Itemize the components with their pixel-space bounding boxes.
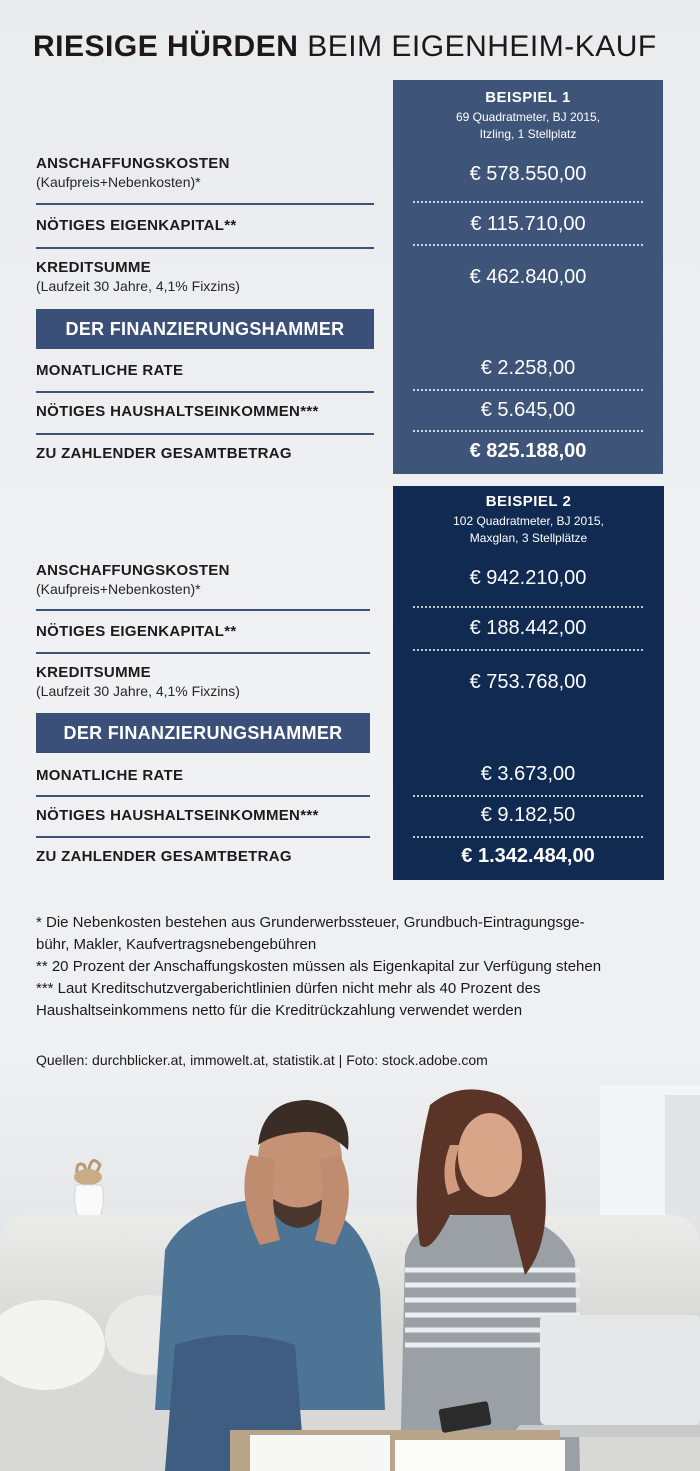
example-1-gesamt-value: € 825.188,00	[469, 440, 587, 462]
example-2-gesamt-value: € 1.342.484,00	[461, 845, 595, 867]
example-2-desc-line1: 102 Quadratmeter, BJ 2015,	[453, 514, 604, 528]
example-2-einkommen-value: € 9.182,50	[480, 804, 576, 826]
label-kredit-sub: (Laufzeit 30 Jahre, 4,1% Fixzins)	[36, 683, 240, 699]
label-anschaffung: ANSCHAFFUNGSKOSTEN	[36, 562, 230, 579]
footnote-1: * Die Nebenkosten bestehen aus Grunderwerbssteuer, Grundbuch-Eintragungsge-	[36, 914, 585, 931]
couple-photo	[0, 1085, 700, 1471]
dotted-divider	[413, 649, 643, 651]
label-rate: MONATLICHE RATE	[36, 362, 184, 379]
label-rate: MONATLICHE RATE	[36, 767, 184, 784]
label-kredit: KREDITSUMME	[36, 664, 151, 681]
dotted-divider	[413, 201, 643, 203]
title-light: BEIM EIGENHEIM-KAUF	[307, 30, 657, 63]
hammer-banner-2: DER FINANZIERUNGSHAMMER	[36, 713, 370, 753]
label-gesamt: ZU ZAHLENDER GESAMTBETRAG	[36, 848, 292, 865]
example-2-box	[393, 486, 664, 880]
example-1-eigenkapital-value: € 115.710,00	[470, 213, 586, 235]
example-1-box	[393, 80, 663, 474]
hammer-banner-1: DER FINANZIERUNGSHAMMER	[36, 309, 374, 349]
dotted-divider	[413, 836, 643, 838]
example-1-desc-line2: Itzling, 1 Stellplatz	[479, 127, 577, 141]
label-eigenkapital: NÖTIGES EIGENKAPITAL**	[36, 217, 237, 234]
row-anschaffung-2	[36, 562, 370, 611]
page-title	[33, 30, 657, 64]
label-gesamt: ZU ZAHLENDER GESAMTBETRAG	[36, 445, 292, 462]
label-anschaffung-sub: (Kaufpreis+Nebenkosten)*	[36, 581, 201, 597]
dotted-divider	[413, 430, 643, 432]
row-eigenkapital-2	[36, 623, 370, 654]
example-1-einkommen-value: € 5.645,00	[480, 399, 576, 421]
example-1-heading: BEISPIEL 1	[485, 89, 571, 106]
label-eigenkapital: NÖTIGES EIGENKAPITAL**	[36, 623, 237, 640]
label-einkommen: NÖTIGES HAUSHALTSEINKOMMEN***	[36, 807, 319, 824]
footnote-2: ** 20 Prozent der Anschaffungskosten müssen als Eigenkapital zur Verfügung stehen	[36, 958, 602, 975]
dotted-divider	[413, 389, 643, 391]
row-gesamt-1	[36, 445, 374, 467]
row-gesamt-2	[36, 848, 370, 870]
example-1-desc-line1: 69 Quadratmeter, BJ 2015,	[455, 110, 601, 124]
footnote-1-cont: bühr, Makler, Kaufvertragsnebengebühren	[36, 936, 317, 953]
dotted-divider	[413, 795, 643, 797]
example-2-rate-value: € 3.673,00	[480, 763, 576, 785]
row-anschaffung-1	[36, 155, 374, 205]
title-bold: RIESIGE HÜRDEN	[33, 30, 299, 63]
example-2-anschaffung-value: € 942.210,00	[469, 567, 587, 589]
photo-illustration	[0, 1085, 700, 1471]
footnote-3-cont: Haushaltseinkommens netto für die Kreditrückzahlung verwendet werden	[36, 1002, 523, 1019]
dotted-divider	[413, 606, 643, 608]
label-anschaffung-sub: (Kaufpreis+Nebenkosten)*	[36, 174, 201, 190]
label-kredit-sub: (Laufzeit 30 Jahre, 4,1% Fixzins)	[36, 278, 240, 294]
example-1-kredit-value: € 462.840,00	[469, 266, 587, 288]
row-rate-2	[36, 767, 370, 797]
row-kredit-1	[36, 259, 374, 303]
row-einkommen-2	[36, 807, 370, 838]
row-einkommen-1	[36, 403, 374, 435]
label-anschaffung: ANSCHAFFUNGSKOSTEN	[36, 155, 230, 172]
label-einkommen: NÖTIGES HAUSHALTSEINKOMMEN***	[36, 403, 319, 420]
label-kredit: KREDITSUMME	[36, 259, 151, 276]
row-eigenkapital-1	[36, 217, 374, 249]
example-2-heading: BEISPIEL 2	[485, 493, 572, 510]
example-1-rate-value: € 2.258,00	[480, 357, 576, 379]
footnote-3: *** Laut Kreditschutzvergaberichtlinien dürfen nicht mehr als 40 Prozent des	[36, 980, 541, 997]
dotted-divider	[413, 244, 643, 246]
row-rate-1	[36, 362, 374, 393]
row-kredit-2	[36, 664, 370, 708]
footnotes	[36, 912, 676, 1022]
example-1-anschaffung-value: € 578.550,00	[469, 163, 587, 185]
example-2-eigenkapital-value: € 188.442,00	[469, 617, 587, 639]
example-2-desc-line2: Maxglan, 3 Stellplätze	[469, 531, 588, 545]
source-credit: Quellen: durchblicker.at, immowelt.at, statistik.at | Foto: stock.adobe.com	[36, 1052, 488, 1068]
example-2-kredit-value: € 753.768,00	[469, 671, 587, 693]
